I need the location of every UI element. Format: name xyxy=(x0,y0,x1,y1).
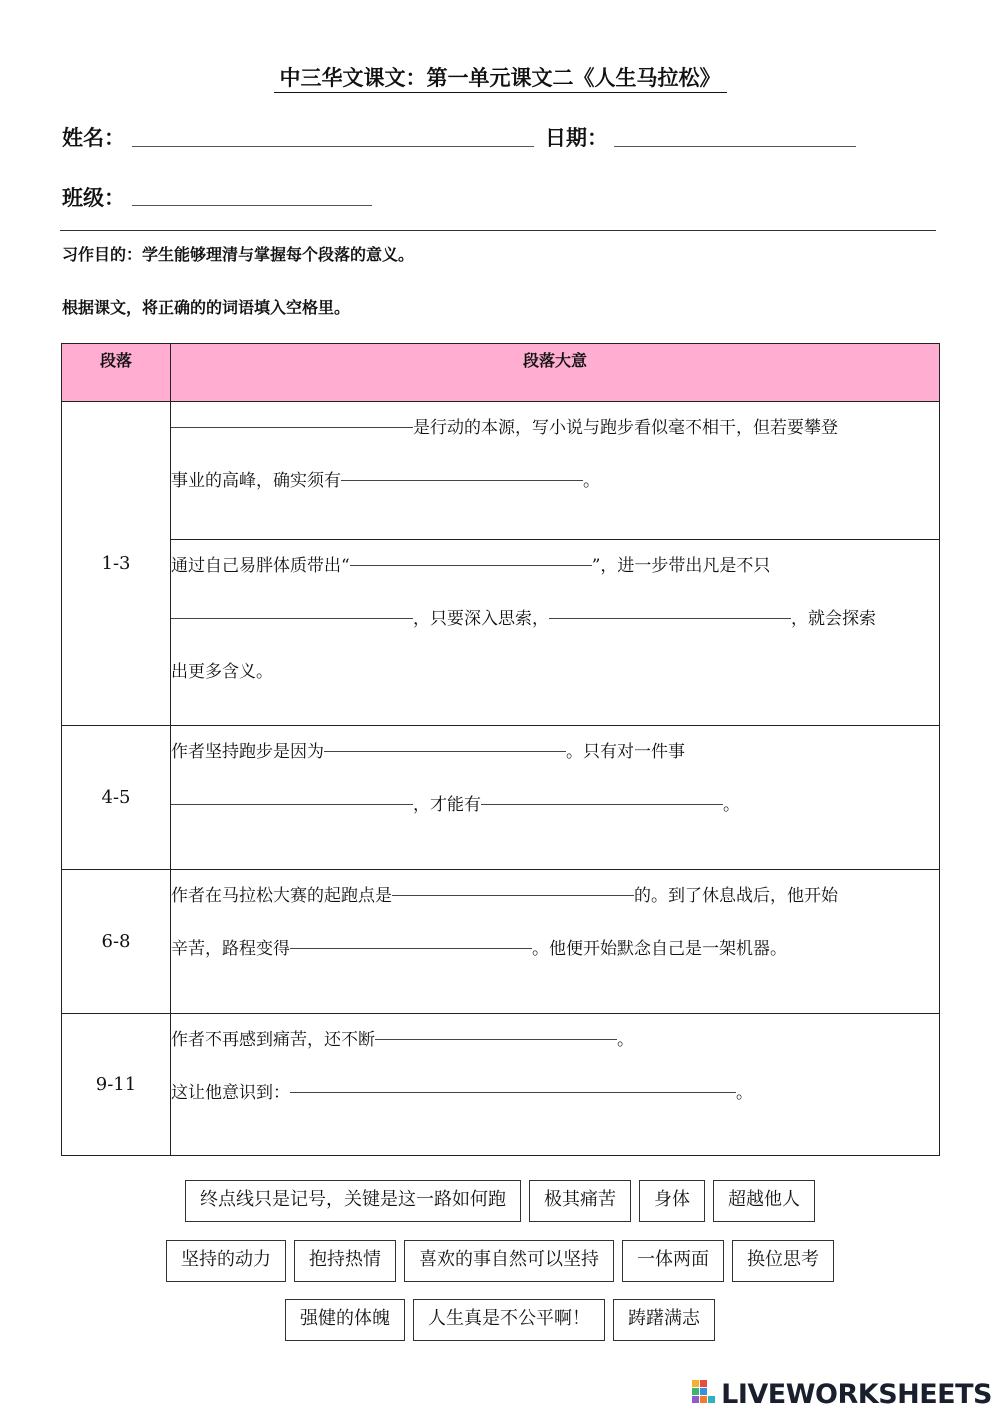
summary-cell xyxy=(171,540,940,726)
table-row xyxy=(62,870,940,1014)
name-label: 姓名： xyxy=(62,125,125,150)
answer-blank[interactable] xyxy=(392,894,634,896)
summary-text: 作者坚持跑步是因为 xyxy=(171,742,324,762)
word-chip[interactable]: 一体两面 xyxy=(622,1240,724,1282)
word-bank-row xyxy=(0,1180,1000,1222)
summary-text: 事业的高峰，确实须有 xyxy=(171,471,341,491)
para-number: 1-3 xyxy=(62,402,171,726)
answer-blank[interactable] xyxy=(341,479,583,481)
summary-text: 。 xyxy=(736,1083,753,1103)
word-chip[interactable]: 踌躇满志 xyxy=(613,1299,715,1341)
summary-cell xyxy=(171,726,940,870)
logo-text: LIVEWORKSHEETS xyxy=(721,1378,992,1410)
summary-cell xyxy=(171,1014,940,1156)
answer-blank[interactable] xyxy=(171,803,413,805)
word-chip[interactable]: 超越他人 xyxy=(713,1180,815,1222)
task-text: 根据课文，将正确的的词语填入空格里。 xyxy=(62,298,351,317)
answer-blank[interactable] xyxy=(290,1091,736,1093)
page-title-text: 中三华文课文：第一单元课文二《人生马拉松》 xyxy=(274,65,727,93)
summary-cell xyxy=(171,870,940,1014)
paragraph-summary-table xyxy=(61,343,940,1156)
word-chip[interactable]: 坚持的动力 xyxy=(166,1240,286,1282)
word-chip[interactable]: 强健的体魄 xyxy=(285,1299,405,1341)
word-chip[interactable]: 身体 xyxy=(639,1180,705,1222)
word-chip[interactable]: 换位思考 xyxy=(732,1240,834,1282)
class-field[interactable] xyxy=(132,205,372,206)
summary-text: 。 xyxy=(617,1030,634,1050)
word-chip[interactable]: 人生真是不公平啊！ xyxy=(413,1299,605,1341)
summary-text: 。只有对一件事 xyxy=(566,742,685,762)
liveworksheets-blocks-icon xyxy=(691,1379,717,1409)
class-label: 班级： xyxy=(62,185,125,210)
answer-blank[interactable] xyxy=(171,617,413,619)
liveworksheets-logo xyxy=(691,1378,992,1410)
page-title xyxy=(0,62,1000,92)
summary-cell xyxy=(171,402,940,540)
para-number: 4-5 xyxy=(62,726,171,870)
summary-text: 作者在马拉松大赛的起跑点是 xyxy=(171,886,392,906)
summary-text: 。 xyxy=(583,471,600,491)
answer-blank[interactable] xyxy=(375,1038,617,1040)
answer-blank[interactable] xyxy=(171,426,413,428)
summary-text: ，才能有 xyxy=(413,795,481,815)
summary-text: 出更多含义。 xyxy=(171,662,273,682)
answer-blank[interactable] xyxy=(350,564,592,566)
para-number: 6-8 xyxy=(62,870,171,1014)
word-chip[interactable]: 极其痛苦 xyxy=(529,1180,631,1222)
summary-text: 的。到了休息战后，他开始 xyxy=(634,886,838,906)
summary-text: ，只要深入思索， xyxy=(413,609,549,629)
word-chip[interactable]: 终点线只是记号，关键是这一路如何跑 xyxy=(185,1180,521,1222)
word-chip[interactable]: 抱持热情 xyxy=(294,1240,396,1282)
answer-blank[interactable] xyxy=(324,750,566,752)
table-row xyxy=(62,402,940,540)
divider-line xyxy=(60,230,936,231)
word-chip[interactable]: 喜欢的事自然可以坚持 xyxy=(404,1240,614,1282)
col-header-paragraph: 段落 xyxy=(62,344,171,402)
summary-text: 辛苦，路程变得 xyxy=(171,939,290,959)
table-header-row xyxy=(62,344,940,402)
date-field[interactable] xyxy=(614,146,856,147)
col-header-summary: 段落大意 xyxy=(171,344,940,402)
date-label: 日期： xyxy=(545,125,608,150)
summary-text: 是行动的本源，写小说与跑步看似毫不相干，但若要攀登 xyxy=(413,418,838,438)
summary-text: ”，进一步带出凡是不只 xyxy=(591,556,771,576)
answer-blank[interactable] xyxy=(290,947,532,949)
table-row xyxy=(62,1014,940,1156)
answer-blank[interactable] xyxy=(549,617,791,619)
name-field[interactable] xyxy=(132,146,534,147)
summary-text: ，就会探索 xyxy=(791,609,876,629)
answer-blank[interactable] xyxy=(481,803,723,805)
summary-text: 。 xyxy=(723,795,740,815)
summary-text: 这让他意识到： xyxy=(171,1083,290,1103)
purpose-text: 习作目的：学生能够理清与掌握每个段落的意义。 xyxy=(62,245,415,264)
summary-text: 作者不再感到痛苦，还不断 xyxy=(171,1030,375,1050)
summary-text: 通过自己易胖体质带出“ xyxy=(171,556,350,576)
word-bank-row xyxy=(0,1299,1000,1341)
word-bank-row xyxy=(0,1240,1000,1282)
para-number: 9-11 xyxy=(62,1014,171,1156)
table-row xyxy=(62,726,940,870)
table-row xyxy=(62,540,940,726)
summary-text: 。他便开始默念自己是一架机器。 xyxy=(532,939,787,959)
